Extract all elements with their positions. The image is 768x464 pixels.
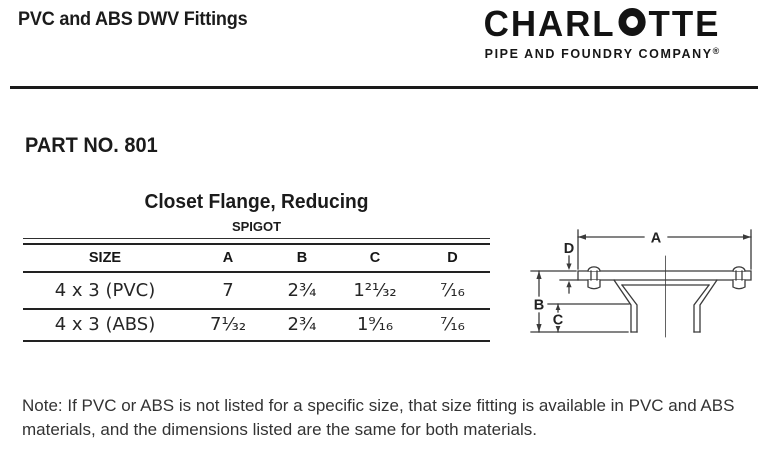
hub-outer-right	[700, 280, 717, 332]
size-cell: 4 x 3 (PVC)	[54, 279, 156, 301]
part-number: PART NO. 801	[25, 134, 158, 157]
column-header-c: C	[369, 249, 381, 266]
product-title: Closet Flange, Reducing	[144, 191, 369, 213]
dim-a-cell: 7	[222, 279, 234, 301]
spigot-label: SPIGOT	[231, 219, 282, 234]
dim-c-cell: 1²¹⁄₃₂	[353, 279, 397, 301]
hub-inner-right	[694, 285, 709, 332]
logo-letter-o-icon	[618, 8, 645, 36]
logo-brand-left: CHARL	[483, 3, 616, 44]
dim-label-a: A	[650, 230, 662, 247]
column-header-a: A	[222, 249, 234, 266]
logo-brand	[457, 3, 748, 44]
bolt-slot-left	[588, 267, 600, 271]
registered-mark: ®	[712, 46, 720, 56]
dim-b-cell: 2¾	[287, 314, 317, 335]
header-divider	[10, 86, 758, 89]
dim-label-b: B	[533, 297, 545, 314]
spec-section	[23, 190, 490, 342]
dim-label-c: C	[552, 312, 564, 329]
dim-label-d: D	[563, 241, 575, 257]
table-row-pvc	[23, 273, 490, 310]
dimensions-table	[23, 238, 490, 342]
table-row-abs	[23, 310, 490, 342]
bolt-slot-right	[733, 267, 745, 271]
fitting-diagram	[502, 210, 766, 348]
page-title: PVC and ABS DWV Fittings	[18, 9, 248, 30]
dim-d-cell: ⁷⁄₁₆	[440, 279, 465, 301]
note-text: Note: If PVC or ABS is not listed for a specific size, that size fitting is available in PVC and ABS materials, and the dimensions listed are the same for both materials.	[22, 396, 735, 439]
column-header-d: D	[447, 249, 458, 266]
flange-outline	[578, 271, 751, 280]
size-cell: 4 x 3 (ABS)	[54, 314, 156, 335]
logo-tagline: PIPE AND FOUNDRY COMPANY®	[484, 46, 720, 61]
hub-outer-left	[614, 280, 631, 332]
logo-brand-right: TTE	[648, 3, 721, 44]
hub-inner-left	[622, 285, 637, 332]
dim-a-cell: 7¹⁄₃₂	[209, 314, 247, 335]
column-header-b: B	[296, 249, 308, 266]
column-header-size: SIZE	[88, 249, 122, 266]
table-header-row	[23, 245, 490, 273]
company-logo	[452, 3, 752, 61]
dim-d-cell: ⁷⁄₁₆	[440, 314, 465, 335]
dim-c-cell: 1⁹⁄₁₆	[356, 314, 394, 335]
dim-b-cell: 2¾	[287, 279, 317, 301]
